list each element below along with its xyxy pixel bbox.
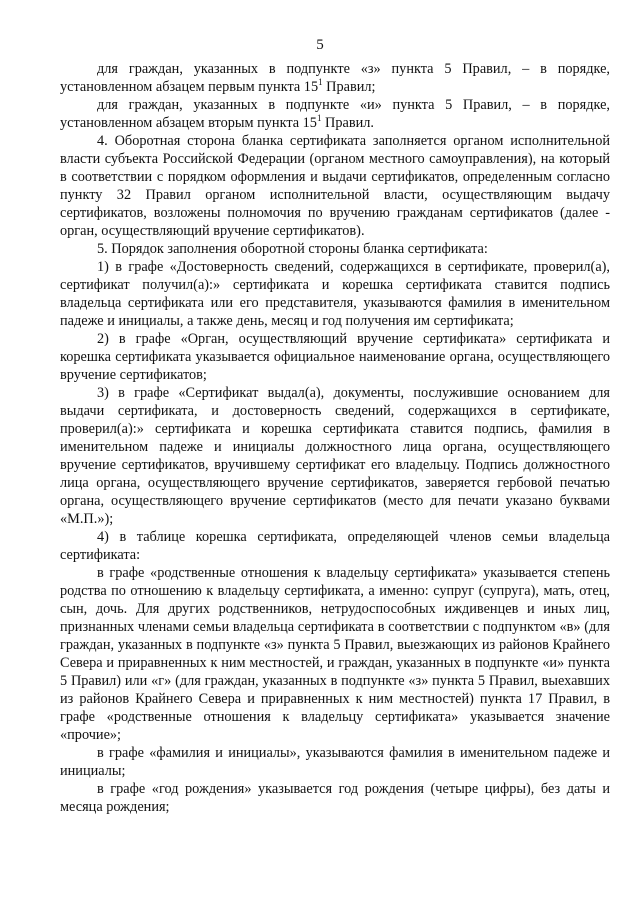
paragraph-text: для граждан, указанных в подпункте «з» пункта 5 Правил, – в порядке, установленном абзацем первым пункта 15	[60, 61, 610, 95]
paragraph-relationship-column: в графе «родственные отношения к владельцу сертификата» указывается степень родства по отношению к владельцу сертификата, а именно: супруг (супруга), мать, отец, сын, дочь. Для других родственников, нетрудоспособных иждивенцев и иных лиц, признанных членами семьи владельца сертификата в соответствии с подпунктом «в» (для граждан, указанных в подпункте «з» пункта 5 Правил, выезжающих из районов Крайнего Севера и приравненных к ним местностей, и граждан, указанных в подпункте «и» пункта 5 Правил) или «г» (для граждан, указанных в подпункте «з» пункта 5 Правил, выехавших из районов Крайнего Севера и приравненных к ним местностей) пункта 17 Правил, в графе «родственные отношения к владельцу сертификата» указывается значение «прочие»;	[60, 565, 610, 743]
paragraph-subitem-2: 2) в графе «Орган, осуществляющий вручение сертификата» сертификата и корешка сертификата указывается официальное наименование органа, осуществляющего вручение сертификатов;	[60, 331, 610, 383]
paragraph-item-4: 4. Оборотная сторона бланка сертификата заполняется органом исполнительной власти субъекта Российской Федерации (органом местного самоуправления), на который в соответствии с порядком оформления и выдачи сертификатов, определенным согласно пункту 32 Правил органом исполнительной власти, осуществляющим выдачу сертификатов, возложены полномочия по вручению гражданам сертификатов (далее - орган, осуществляющий вручение сертификатов).	[60, 133, 610, 239]
superscript: 1	[318, 77, 323, 88]
paragraph-subitem-4: 4) в таблице корешка сертификата, определяющей членов семьи владельца сертификата:	[60, 529, 610, 563]
paragraph-i-procedure	[60, 96, 610, 132]
paragraph-name-column: в графе «фамилия и инициалы», указываются фамилия в именительном падеже и инициалы;	[60, 745, 610, 779]
paragraph-birth-year-column: в графе «год рождения» указывается год рождения (четыре цифры), без даты и месяца рождения;	[60, 781, 610, 815]
paragraph-tail: Правил;	[322, 79, 376, 95]
paragraph-zz-procedure	[60, 60, 610, 96]
page-number: 5	[316, 37, 324, 53]
superscript: 1	[316, 113, 322, 124]
paragraph-subitem-1: 1) в графе «Достоверность сведений, содержащихся в сертификате, проверил(а), сертификат получил(а):» сертификата и корешка сертификата ставится подпись владельца сертификата или его представителя, указываются фамилия в именительном падеже и инициалы, а также день, месяц и год получения им сертификата;	[60, 259, 610, 329]
paragraph-tail: Правил.	[321, 115, 374, 131]
document-body	[60, 60, 610, 816]
paragraph-item-5: 5. Порядок заполнения оборотной стороны бланка сертификата:	[97, 241, 488, 257]
paragraph-text: для граждан, указанных в подпункте «и» пункта 5 Правил, – в порядке, установленном абзацем вторым пункта 15	[60, 97, 610, 131]
paragraph-subitem-3: 3) в графе «Сертификат выдал(а), документы, послужившие основанием для выдачи сертификата, и достоверность сведений, содержащихся в сертификате, проверил(а):» сертификата и корешка сертификата ставится подпись, фамилия в именительном падеже и инициалы должностного лица органа, осуществляющего вручение сертификатов, вручившему сертификат его владельцу. Подпись должностного лица органа, осуществляющего вручение сертификатов, заверяется гербовой печатью органа, осуществляющего вручение сертификатов (место для печати указано буквами «М.П.»);	[60, 385, 610, 527]
